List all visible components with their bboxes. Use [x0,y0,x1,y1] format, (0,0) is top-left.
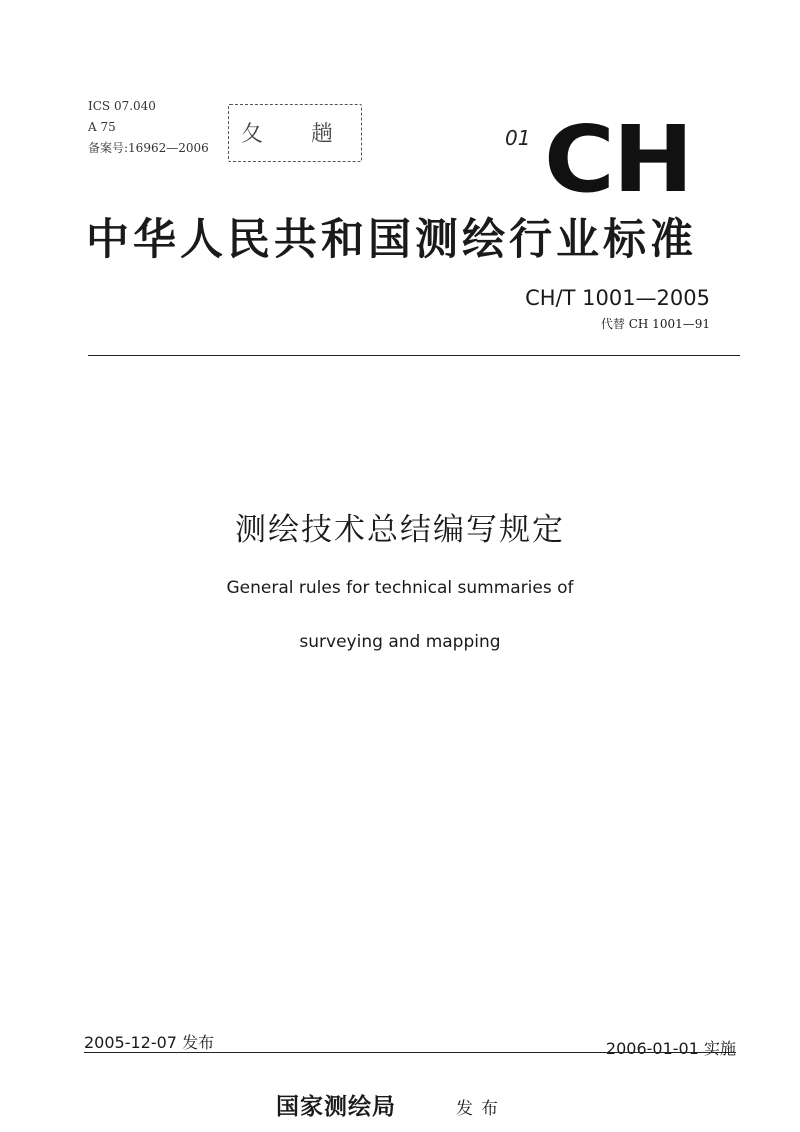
implement-date: 2006-01-01 实施 [605,1039,736,1058]
class-code: A 75 [88,120,116,134]
replaces-note: 代替 CH 1001—91 [600,317,710,331]
footer-divider [84,1052,736,1053]
document-title-en-line2: surveying and mapping [299,632,501,652]
ics-code: ICS 07.040 [88,99,156,113]
publish-date: 2005-12-07 发布 [84,1033,215,1052]
header-divider [88,355,740,356]
document-title-en-line1: General rules for technical summaries of [226,578,574,598]
record-number: 备案号:16962—2006 [88,141,209,155]
document-title-zh: 测绘技术总结编写规定 [235,512,565,548]
main-title: 中华人民共和国测绘行业标准 [86,215,697,265]
issuer-name: 国家测绘局 [276,1093,396,1120]
standard-number: CH/T 1001—2005 [525,286,710,310]
stamp-icon: 夂 趟 [228,104,362,162]
ch-logo: CH [544,106,692,213]
handwritten-mark: 01 [505,126,531,150]
issued-label: 发布 [456,1099,506,1119]
